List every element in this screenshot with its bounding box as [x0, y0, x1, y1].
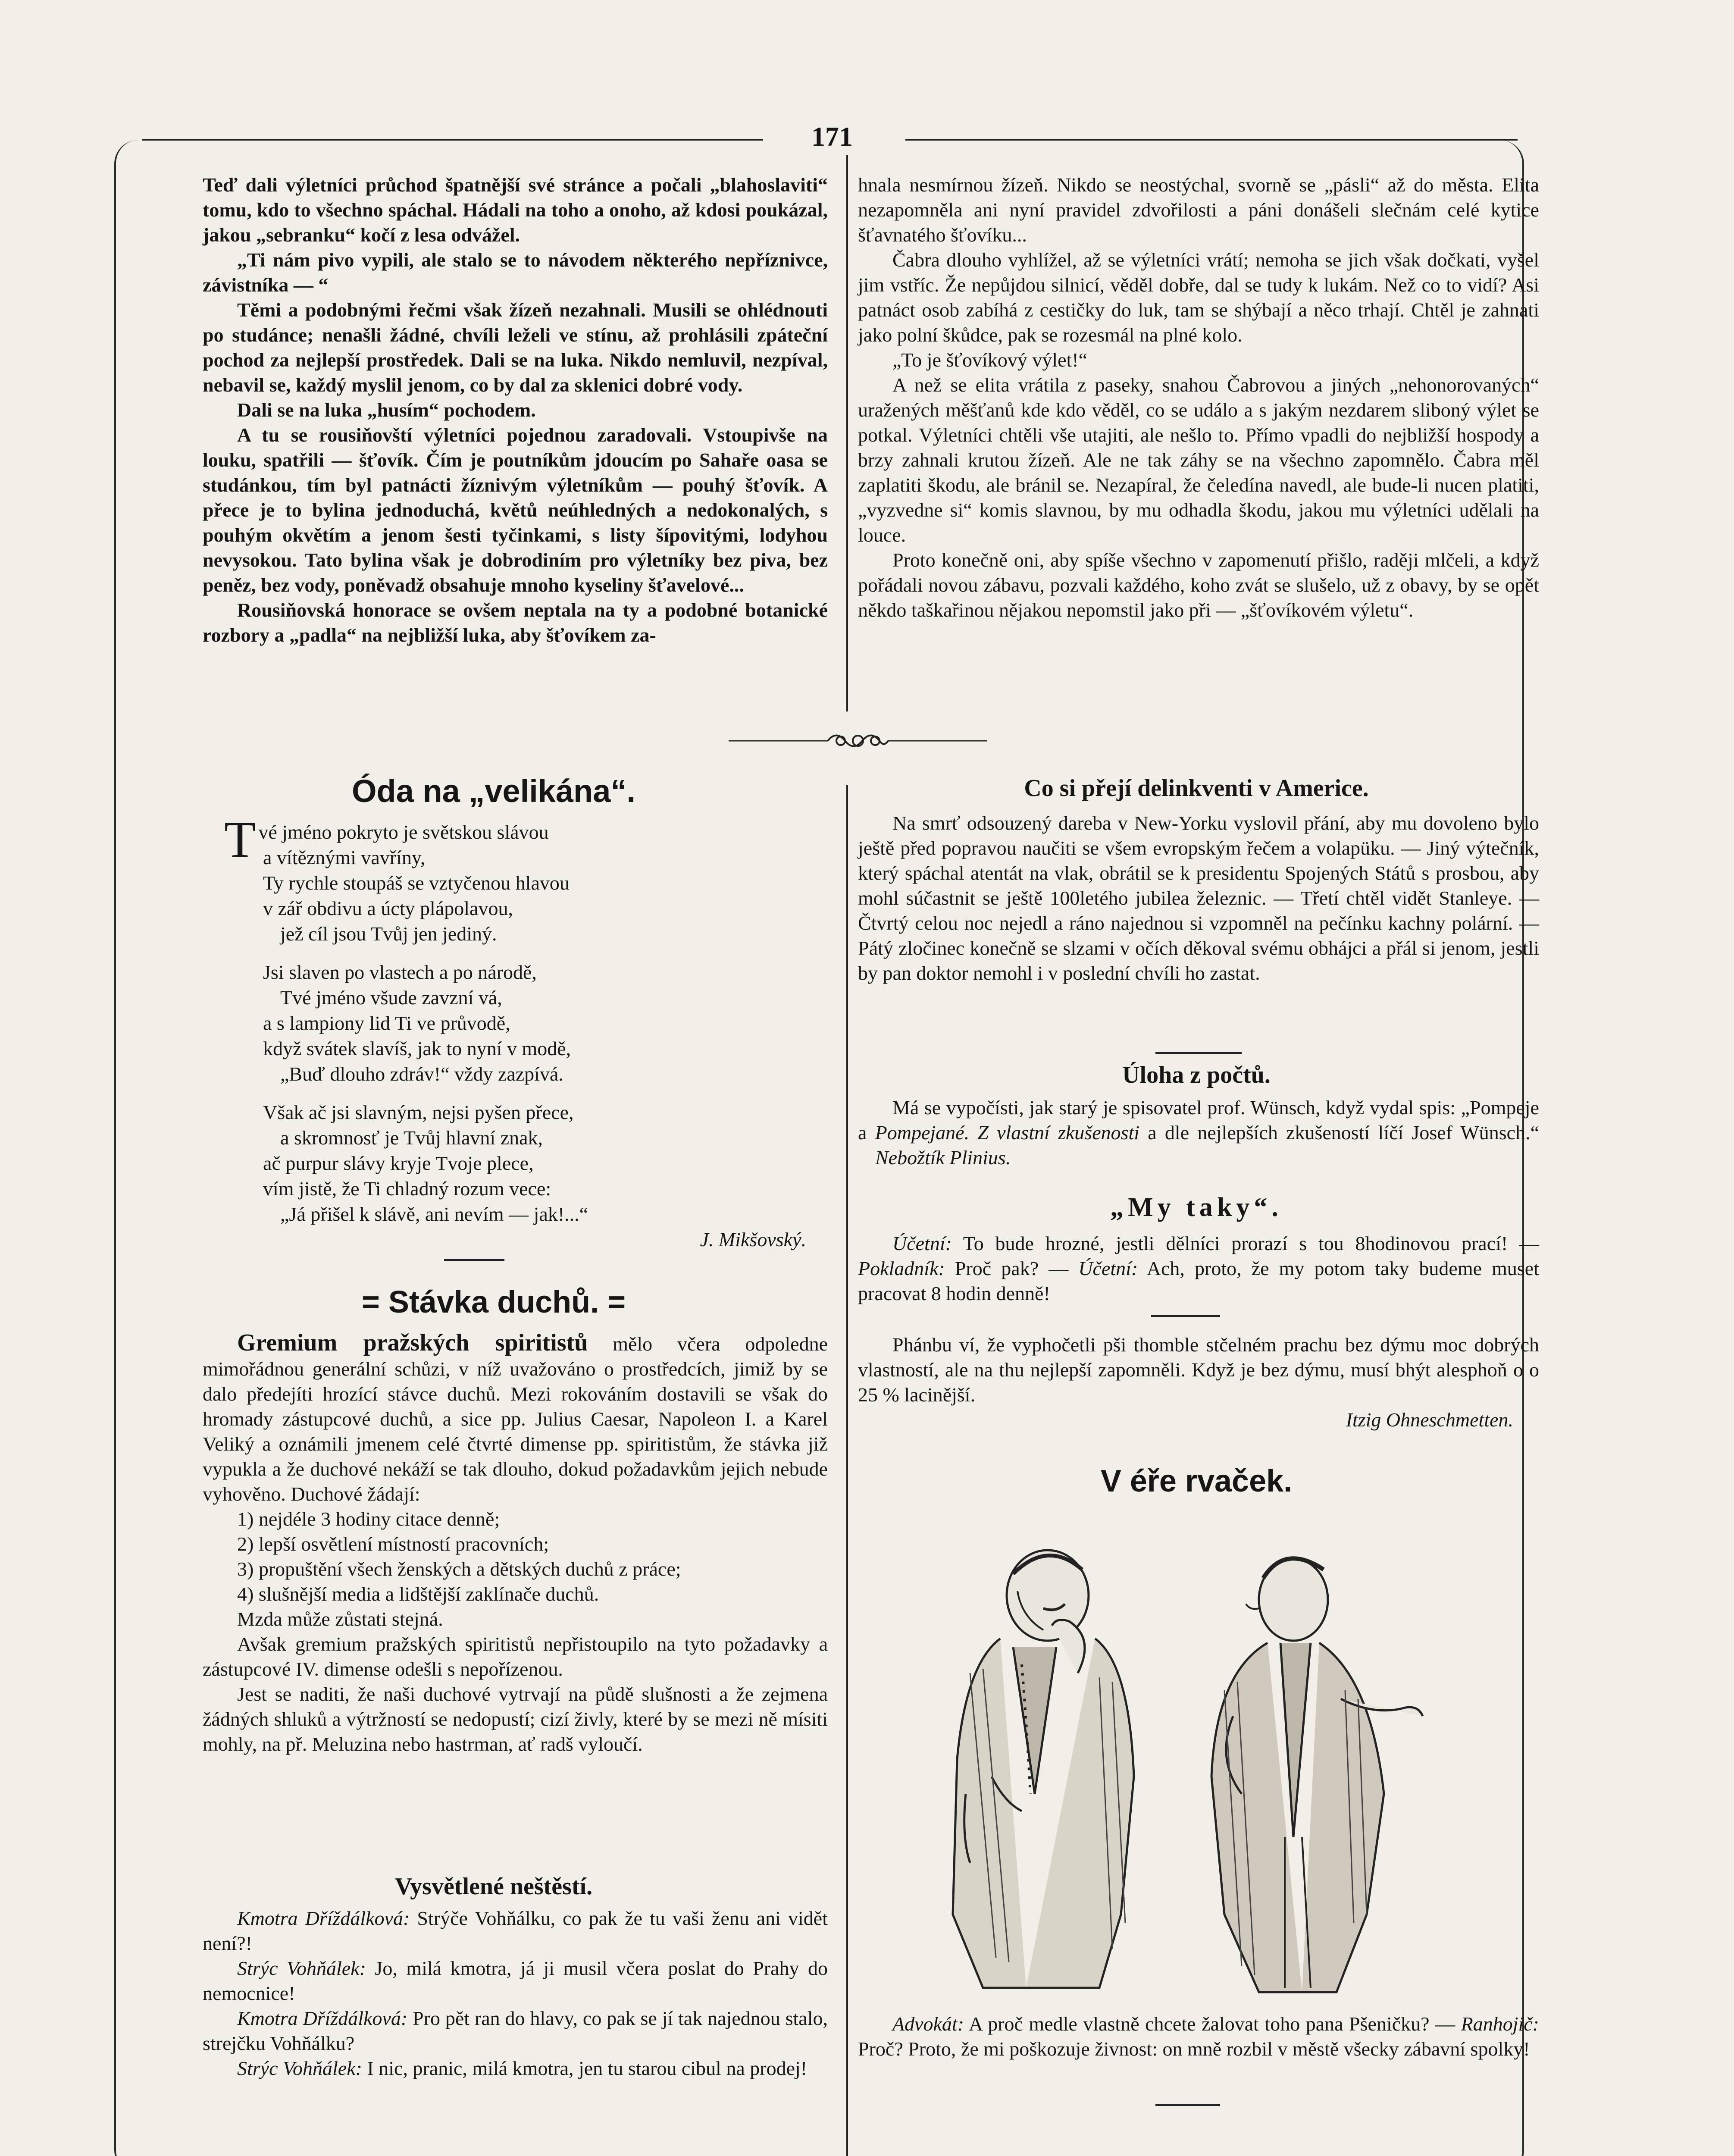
speech: Ach, proto, že my potom taky budeme muset pracovat 8 hodin denně!: [858, 1257, 1539, 1304]
speaker: Ranhojič:: [1461, 2013, 1539, 2035]
poem-line: „Buď dlouho zdráv!“ vždy zazpívá.: [280, 1063, 563, 1085]
ornament-divider: [729, 728, 987, 754]
speech: To bude hrozné, jestli dělníci prorazí s tou 8hodinovou prací! —: [952, 1232, 1539, 1254]
paragraph: Jest se naditi, že naši duchové vytrvají na půdě slušnosti a že zejmena žádných shluků a výtržností se nedopustí; cizí živly, které by se mezi ně mísiti mohly, na př. Meluzina nebo hastrman, ať radš vyloučí.: [203, 1683, 828, 1755]
short-rule: [1151, 1315, 1220, 1317]
paragraph: „To je šťovíkový výlet!“: [892, 349, 1088, 371]
poem-line: Jsi slaven po vlastech a po národě,: [263, 961, 537, 983]
uloha-signature: Nebožtík Plinius.: [875, 1147, 1011, 1169]
mytaky-article: [858, 1231, 1539, 1306]
poem-line: a s lampiony lid Ti ve průvodě,: [263, 1012, 510, 1034]
demand-item: 4) slušnější media a lidštější zaklínače duchů.: [237, 1583, 599, 1605]
speaker: Účetní:: [1078, 1257, 1138, 1279]
article-vylet-right: [858, 172, 1539, 623]
oda-title: Óda na „velikána“.: [351, 773, 636, 809]
speaker: Strýc Vohňálek:: [237, 1957, 366, 1979]
speech: I nic, pranic, milá kmotra, jen tu starou cibul na prodej!: [362, 2057, 808, 2079]
short-rule: [1155, 1052, 1242, 1054]
nestesti-dialogue: [203, 1906, 828, 2081]
speech: Proč? Proto, že mi poškozuje živnost: on mně rozbil v městě všecky zábavní spolky!: [858, 2038, 1530, 2060]
poem-line: v zář obdivu a úcty plápolavou,: [263, 897, 513, 919]
rvacky-title: V éře rvaček.: [1100, 1464, 1293, 1498]
speaker: Pokladník:: [858, 1257, 945, 1279]
poem-line: ač purpur slávy kryje Tvoje plece,: [263, 1152, 534, 1174]
paragraph: Na smrť odsouzený dareba v New-Yorku vyslovil přání, aby mu dovoleno bylo ještě před popravou naučiti se všem evropským řečem a volapüku. — Jiný výtečník, který spáchal atentát na vlak, obrátil se k presidentu Spojených Států s prosbou, aby mohl súčastnit se ještě 100letého jubilea železnic. — Třetí chtěl vidět Stanleye. — Čtvrtý celou noc nejedl a ráno najednou si vzpomněl na pečínku kachny polární. — Pátý zločinec konečně se slzami v očích děkoval svému obhájci a přál si jenom, jestli by pan doktor nemohl i v poslední chvíli ho zastat.: [858, 812, 1539, 984]
article-vylet-left: [203, 172, 828, 648]
paragraph: Phánbu ví, že vyphočetli pši thomble stčelném prachu bez dýmu moc dobrých vlastností, ale na thu nejlepší zapomněli. Když je bez dýmu, musí bhýt alesphoň o o 25 % lacinější.: [858, 1334, 1539, 1406]
paragraph: Těmi a podobnými řečmi však žízeň nezahnali. Musili se ohlédnouti po studánce; nenašli žádné, chvíli leželi ve stínu, až prohlásili zpáteční pochod za nejlepší prostředek. Dali se na luka. Nikdo nemluvil, nezpíval, nebavil se, každý myslil jenom, co by dal za sklenici dobré vody.: [203, 299, 828, 396]
speech: Proč pak? —: [945, 1257, 1079, 1279]
paragraph: Rousiňovská honorace se ovšem neptala na ty a podobné botanické rozbory a „padla“ na nejbližší luka, aby šťovíkem za-: [203, 599, 828, 646]
speaker: Strýc Vohňálek:: [237, 2057, 362, 2079]
uloha-article: [858, 1095, 1539, 1170]
delinkventi-article: [858, 811, 1539, 986]
phanbu-signature: Itzig Ohneschmetten.: [1346, 1409, 1513, 1431]
poem-line: Ty rychle stoupáš se vztyčenou hlavou: [263, 872, 570, 894]
drop-cap: T: [224, 811, 256, 868]
nestesti-title: Vysvětlené neštěstí.: [394, 1873, 593, 1900]
poem-line: a vítěznými vavříny,: [263, 846, 426, 868]
column-divider-top: [846, 155, 848, 711]
stavka-lead: Gremium pražských spiritistů: [237, 1329, 588, 1356]
short-rule: [1155, 2104, 1220, 2106]
stavka-intro: mělo včera odpoledne mimořádnou generální schůzi, v níž uvažováno o prostředcích, jimiž by se dalo předejíti hrozící stávce duchů. Mezi rokováním dostavili se však do hromady zástupcové duchů, a sice pp. Julius Caesar, Napoleon I. a Karel Veliký a oznámili jmenem celé čtvrté dimense pp. spiritistům, že stávka již vypukla a že duchové nekáží se tak dlouho, dokud požadavkům jejich nebude vyhověno. Duchové žádají:: [203, 1333, 828, 1505]
speaker: Advokát:: [892, 2013, 964, 2035]
paragraph: Dali se na luka „husím“ pochodem.: [237, 399, 536, 421]
poem-line: když svátek slavíš, jak to nyní v modě,: [263, 1037, 571, 1059]
paragraph: Čabra dlouho vyhlížel, až se výletníci vrátí; nemoha se jich však dočkati, vyšel jim vstříc. Že nepůjdou silnicí, věděl dobře, dal se tudy k lukám. Než co to vidí? Asi patnáct osob zabíhá z cestičky do luk, tam se shýbají a něco trhají. Chtěl je zahnati jako polní škůdce, pak se rozesmál na plné kolo.: [858, 249, 1539, 346]
short-rule: [444, 1259, 504, 1261]
demand-wage: Mzda může zůstati stejná.: [237, 1608, 443, 1630]
speaker: Kmotra Dříždálková:: [237, 2007, 408, 2029]
paragraph: Avšak gremium pražských spiritistů nepřistoupilo na tyto požadavky a zástupcové IV. dimense odešli s nepořízenou.: [203, 1633, 828, 1680]
demand-item: 2) lepší osvětlení místností pracovních;: [237, 1533, 549, 1555]
uloha-text: a dle nejlepších zkušeností líčí Josef Wünsch.“: [1139, 1122, 1540, 1144]
speaker: Účetní:: [892, 1232, 952, 1254]
poem-line: vím jistě, že Ti chladný rozum vece:: [263, 1178, 551, 1200]
cartoon-two-men-illustration: [914, 1535, 1483, 1996]
uloha-italic: Z vlastní zkušenosti: [969, 1122, 1140, 1144]
speaker: Kmotra Dříždálková:: [237, 1907, 410, 1929]
poem-line: Však ač jsi slavným, nejsi pyšen přece,: [263, 1101, 574, 1123]
demand-item: 3) propuštění všech ženských a dětských duchů z práce;: [237, 1558, 681, 1580]
phanbu-article: [858, 1332, 1539, 1432]
column-divider-bottom: [846, 785, 848, 2156]
paragraph: A než se elita vrátila z paseky, snahou Čabrovou a jiných „nehonorovaných“ uražených měšťanů kde kdo věděl, co se událo a s jakým nezdarem sliboný výlet se potkal. Výletníci chtěli vše utajiti, ale nešlo to. Přímo vpadli do nejbližší hospody a brzy zahnali krutou žízeň. Ale ne tak záhy se na všechno zapomnělo. Čabra měl zaplatiti škodu, ale bránil se. Nezapíral, že čeledína navedl, ale bude-li nucen platiti, „vyzvedne si“ komis slavnou, by mu odhadla škodu, jakou mu výletníci udělali na louce.: [858, 374, 1539, 546]
speech: A proč medle vlastně chcete žalovat toho pana Pšeničku? —: [964, 2013, 1461, 2035]
stavka-article: [203, 1330, 828, 1757]
paragraph: A tu se rousiňovští výletníci pojednou zaradovali. Vstoupivše na louku, spatřili — šťovík. Čím je poutníkům jdoucím po Sahaře oasa se studánkou, tím byl patnácti žíznivým výletníkům — pouhý šťovík. A přece je to bylina jednoduchá, květů neúhledných a nedokonalých, s pouhým okvětím a jenom šesti tyčinkami, s listy šípovitými, lodyhou nevysokou. Tato bylina však je dobrodiním pro výletníky bez piva, bez peněz, bez vody, poněvadž obsahuje mnoho kyseliny šťavelové...: [203, 424, 828, 596]
speech: Pro pět ran do hlavy, co pak se jí tak najednou stalo, strejčku Vohňálku?: [203, 2007, 828, 2054]
paragraph: „Ti nám pivo vypili, ale stalo se to návodem některého nepříznivce, závistníka — “: [203, 249, 828, 296]
page-number: 171: [811, 121, 853, 152]
speech: Strýče Vohňálku, co pak že tu vaši ženu ani vidět není?!: [203, 1907, 828, 1954]
paragraph: hnala nesmírnou žízeň. Nikdo se neostýchal, svorně se „pásli“ až do města. Elita nezapomněla ani nyní pravidel zdvořilosti a páni donášeli slečnám celé kytice šťavnatého šťovíku...: [858, 174, 1539, 246]
poem-line: a skromnosť je Tvůj hlavní znak,: [280, 1127, 543, 1149]
rvacky-caption: [858, 2012, 1539, 2062]
poem-line: „Já přišel k slávě, ani nevím — jak!...“: [280, 1203, 588, 1225]
stavka-title: = Stávka duchů. =: [361, 1285, 626, 1319]
mytaky-title: „My taky“.: [1110, 1193, 1283, 1222]
poem-line: vé jméno pokryto je světskou slávou: [258, 821, 549, 843]
paragraph: Proto konečně oni, aby spíše všechno v zapomenutí přišlo, raději mlčeli, a když pořádali novou zábavu, pozvali každého, koho zvát se slušelo, už z obavy, by se opět někdo taškařinou nějakou nepomstil jako při — „šťovíkovém výletu“.: [858, 549, 1539, 621]
poem-line: Tvé jméno všude zavzní vá,: [280, 987, 502, 1009]
demand-item: 1) nejdéle 3 hodiny citace denně;: [237, 1508, 500, 1530]
oda-poem: [224, 811, 806, 1252]
uloha-text: Má se vypočísti, jak starý je spisovatel prof. Wünsch, když vydal spis: „Pompeje a: [858, 1097, 1539, 1144]
poem-line: jež cíl jsou Tvůj jen jediný.: [280, 923, 497, 945]
speech: Jo, milá kmotra, já ji musil včera poslat do Prahy do nemocnice!: [203, 1957, 828, 2004]
delinkventi-title: Co si přejí delinkventi v Americe.: [1024, 775, 1369, 802]
uloha-title: Úloha z počtů.: [1122, 1062, 1271, 1088]
paragraph: Teď dali výletníci průchod špatnější své stránce a počali „blahoslaviti“ tomu, kdo to všechno spáchal. Hádali na toho a onoho, až kdosi poukázal, jakou „sebranku“ kočí z lesa odvážel.: [203, 174, 828, 246]
uloha-italic: Pompejané.: [875, 1122, 970, 1144]
oda-author: J. Mikšovský.: [700, 1228, 806, 1250]
